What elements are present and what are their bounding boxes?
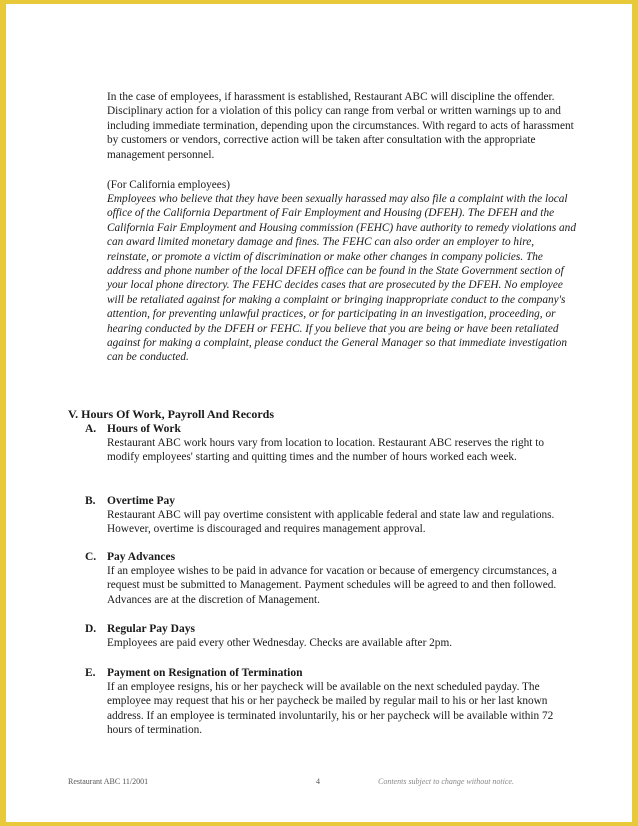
subsection-regular-pay-days <box>85 622 575 650</box>
subsection-title: Regular Pay Days <box>107 623 195 635</box>
section-title: V. Hours Of Work, Payroll And Records <box>68 407 275 421</box>
subsection-letter: A. <box>85 423 97 435</box>
subsection-title: Pay Advances <box>107 551 176 563</box>
footer-document-id: Restaurant ABC 11/2001 <box>68 777 149 786</box>
subsection-title: Hours of Work <box>107 423 181 435</box>
subsection-body: If an employee resigns, his or her paycheck will be available on the next scheduled payday. The employee may request that his or her paycheck be mailed by regular mail to his or her last known address. If an employee is terminated involuntarily, his or her paycheck will be available within 72 hours of termination. <box>107 681 554 737</box>
subsection-letter: C. <box>85 551 97 563</box>
page-footer <box>68 777 568 791</box>
subsection-letter: D. <box>85 623 97 635</box>
subsection-overtime-pay <box>85 494 575 537</box>
subsection-body: Employees are paid every other Wednesday. Checks are available after 2pm. <box>107 637 453 649</box>
subsection-body: If an employee wishes to be paid in advance for vacation or because of emergency circumstances, a request must be submitted to Management. Payment schedules will be agreed to and then followed. Advances are at the discretion of Management. <box>107 565 557 606</box>
subsection-title: Payment on Resignation of Termination <box>107 667 303 679</box>
subsection-heading <box>85 550 575 564</box>
california-paragraph: Employees who believe that they have been sexually harassed may also file a complaint with the local office of the California Department of Fair Employment and Housing (DFEH). The DFEH and the California Fair Employment and Housing commission (FEHC) have authority to remedy violations and can award limited monetary damage and fines. The FEHC can also order an employer to hire, reinstate, or promote a victim of discrimination or make other changes in company policies. The address and phone number of the local DFEH office can be found in the State Government section of your local phone directory. The FEHC decides cases that are prosecuted by the DFEH. No employee will be retaliated against for making a complaint or bringing inappropriate conduct to the company's attention, for preventing unlawful practices, or for participating in an investigation, proceeding, or hearing conducted by the DFEH or FEHC. If you believe that you are being or have been retaliated against for making a complaint, please conduct the General Manager so that immediate investigation can be conducted. <box>107 193 576 364</box>
harassment-paragraph: In the case of employees, if harassment is established, Restaurant ABC will discipline the offender. Disciplinary action for a violation of this policy can range from verbal or written warnings up to and including immediate termination, depending upon the circumstances. With regard to acts of harassment by customers or vendors, corrective action will be taken after consultation with the appropriate management personnel. <box>107 91 574 161</box>
document-page <box>6 4 632 822</box>
subsection-heading <box>85 422 575 436</box>
subsection-body: Restaurant ABC work hours vary from location to location. Restaurant ABC reserves the right to modify employees' starting and quitting times and the number of hours worked each week. <box>107 437 545 464</box>
footer-notice: Contents subject to change without notice. <box>378 777 514 786</box>
subsection-pay-advances <box>85 550 575 607</box>
footer-page-number: 4 <box>316 777 320 786</box>
subsection-payment-on-resignation <box>85 666 575 738</box>
subsection-hours-of-work <box>85 422 575 465</box>
subsection-letter: B. <box>85 495 96 507</box>
subsection-heading <box>85 622 575 636</box>
subsection-heading <box>85 666 575 680</box>
subsection-title: Overtime Pay <box>107 495 176 507</box>
subsection-heading <box>85 494 575 508</box>
subsection-body: Restaurant ABC will pay overtime consistent with applicable federal and state law and regulations. However, overtime is discouraged and requires management approval. <box>107 509 555 536</box>
california-label: (For California employees) <box>107 179 230 191</box>
subsection-letter: E. <box>85 667 96 679</box>
